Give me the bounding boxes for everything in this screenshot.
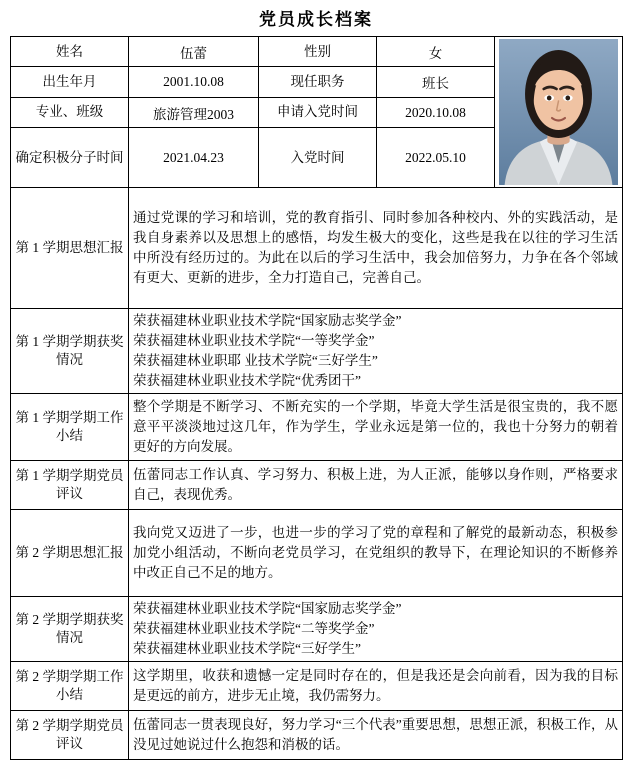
award-line: 荣获福建林业职业技术学院“国家励志奖学金”	[133, 313, 402, 328]
award-line: 荣获福建林业职耶 业技术学院“三好学生”	[133, 352, 378, 368]
position-label: 现任职务	[259, 67, 377, 97]
apply-date-value: 2020.10.08	[377, 97, 495, 127]
birth-label: 出生年月	[11, 67, 129, 97]
award-line: 荣获福建林业职业技术学院“三好学生”	[133, 640, 361, 656]
table-row	[11, 37, 623, 67]
activist-date-value: 2021.04.23	[129, 128, 259, 188]
award-line: 荣获福建林业职业技术学院“国家励志奖学金”	[133, 600, 402, 616]
award-line: 荣获福建林业职业技术学院“优秀团干”	[133, 372, 361, 388]
section-text-0: 通过党课的学习和培训，党的教育指引、同时参加各种校内、外的实践活动，是我自身素养以及思想上的感悟，均发生极大的变化，这些是我在以往的学习生活中所没有经历过的。为此在以后的学习生活中，我会加倍努力，力争在各个邻域有更大、更新的进步，全力打造自己，完善自己。	[129, 188, 623, 309]
activist-date-label: 确定积极分子时间	[11, 128, 129, 188]
table-row-review-1	[11, 460, 623, 509]
major-value: 旅游管理2003	[129, 97, 259, 127]
join-date-value: 2022.05.10	[377, 128, 495, 188]
position-value: 班长	[377, 67, 495, 97]
award-line: 荣获福建林业职业技术学院“二等奖学金”	[133, 620, 375, 636]
gender-label: 性别	[259, 37, 377, 67]
table-row-awards-1	[11, 309, 623, 394]
birth-value: 2001.10.08	[129, 67, 259, 97]
award-line: 荣获福建林业职业技术学院“一等奖学金”	[133, 332, 375, 348]
section-text-5	[129, 596, 623, 661]
avatar	[499, 39, 618, 185]
section-text-1	[129, 309, 623, 394]
section-label-0: 第 1 学期思想汇报	[11, 188, 129, 309]
section-label-1: 第 1 学期学期获奖情况	[11, 309, 129, 394]
major-label: 专业、班级	[11, 97, 129, 127]
section-label-3: 第 1 学期学期党员评议	[11, 460, 129, 509]
join-date-label: 入党时间	[259, 128, 377, 188]
table-row-review-2	[11, 710, 623, 759]
section-label-7: 第 2 学期学期党员评议	[11, 710, 129, 759]
table-row-report-2	[11, 509, 623, 596]
portrait-photo-cell	[495, 37, 623, 188]
section-text-6: 这学期里，收获和遗憾一定是同时存在的，但是我还是会向前看，因为我的目标是更远的前方，进步无止境，我仍需努力。	[129, 661, 623, 710]
table-row-awards-2	[11, 596, 623, 661]
table-row-report-1	[11, 188, 623, 309]
table-row-summary-1	[11, 393, 623, 460]
section-text-7: 伍蕾同志一贯表现良好，努力学习“三个代表”重要思想，思想正派，积极工作，从没见过她说过什么抱怨和消极的话。	[129, 710, 623, 759]
name-value: 伍蕾	[129, 37, 259, 67]
section-text-4: 我向党又迈进了一步，也进一步的学习了党的章程和了解党的最新动态，积极参加党小组活动，不断向老党员学习，在党组织的教导下，在理论知识的不断修养中改正自己不足的地方。	[129, 509, 623, 596]
apply-date-label: 申请入党时间	[259, 97, 377, 127]
table-row-summary-2	[11, 661, 623, 710]
party-member-archive-table	[10, 36, 623, 760]
name-label: 姓名	[11, 37, 129, 67]
section-label-6: 第 2 学期学期工作小结	[11, 661, 129, 710]
page-title: 党员成长档案	[259, 10, 373, 29]
section-text-3: 伍蕾同志工作认真、学习努力、积极上进，为人正派，能够以身作则，严格要求自己，表现优秀。	[129, 460, 623, 509]
gender-value: 女	[377, 37, 495, 67]
section-label-2: 第 1 学期学期工作小结	[11, 393, 129, 460]
section-label-4: 第 2 学期思想汇报	[11, 509, 129, 596]
section-text-2: 整个学期是不断学习、不断充实的一个学期，毕竟大学生活是很宝贵的，我不愿意平平淡淡地过这几年，作为学生，学业永远是第一位的，我也十分努力的朝着更好的方向发展。	[129, 393, 623, 460]
portrait-image	[499, 39, 618, 185]
section-label-5: 第 2 学期学期获奖情况	[11, 596, 129, 661]
